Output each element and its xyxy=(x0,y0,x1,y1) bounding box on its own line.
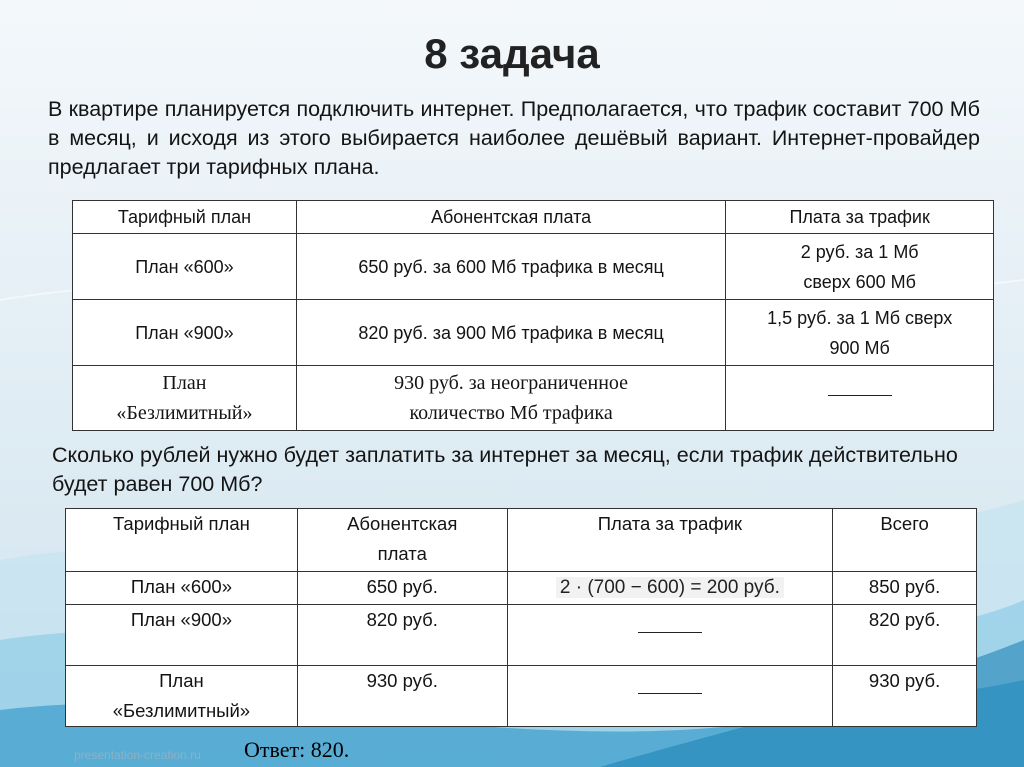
cell-plan: План «600» xyxy=(66,572,298,605)
header-fee-line-2: плата xyxy=(377,543,427,564)
cell-traffic xyxy=(507,572,833,605)
cell-fee: 930 руб. xyxy=(297,666,507,727)
header-traffic: Плата за трафик xyxy=(726,201,994,234)
table-row xyxy=(66,572,977,605)
fee-line-1: 930 руб. за неограниченное xyxy=(394,372,629,394)
problem-statement: В квартире планируется подключить интернет. Предполагается, что трафик составит 700 Мб в месяц, и исходя из этого выбирается наиболее дешёвый вариант. Интернет-провайдер предлагает три тарифных плана. xyxy=(48,97,980,179)
cell-traffic xyxy=(726,234,994,300)
header-fee-line-1: Абонентская xyxy=(347,513,458,534)
tariff-plans-table xyxy=(72,200,994,431)
cell-total: 850 руб. xyxy=(833,572,977,605)
header-traffic: Плата за трафик xyxy=(507,509,833,572)
traffic-line-1: 2 руб. за 1 Мб xyxy=(800,241,919,262)
cell-traffic xyxy=(726,366,994,431)
cell-fee xyxy=(296,366,725,431)
cell-fee: 650 руб. за 600 Мб трафика в месяц xyxy=(296,234,725,300)
slide-title: 8 задача xyxy=(424,30,600,77)
header-plan: Тарифный план xyxy=(73,201,297,234)
cell-plan: План «600» xyxy=(73,234,297,300)
cell-fee: 820 руб. за 900 Мб трафика в месяц xyxy=(296,300,725,366)
traffic-formula: 2 · (700 − 600) = 200 руб. xyxy=(556,577,784,598)
table-header-row xyxy=(66,509,977,572)
cell-traffic xyxy=(507,605,833,666)
plan-line-1: План xyxy=(162,372,207,394)
answer-text: Ответ: 820. xyxy=(244,737,350,762)
dash-placeholder xyxy=(638,620,702,633)
traffic-line-1: 1,5 руб. за 1 Мб сверх xyxy=(767,307,953,328)
traffic-line-2: сверх 600 Мб xyxy=(803,271,916,292)
cell-plan: План «900» xyxy=(66,605,298,666)
header-plan: Тарифный план xyxy=(66,509,298,572)
result-table xyxy=(65,508,977,727)
cell-total: 820 руб. xyxy=(833,605,977,666)
table-row xyxy=(66,666,977,727)
cell-traffic xyxy=(726,300,994,366)
table-row xyxy=(73,234,994,300)
plan-line-1: План xyxy=(159,670,204,691)
cell-fee: 820 руб. xyxy=(297,605,507,666)
cell-traffic xyxy=(507,666,833,727)
header-fee: Абонентская плата xyxy=(296,201,725,234)
header-fee xyxy=(297,509,507,572)
cell-fee: 650 руб. xyxy=(297,572,507,605)
plan-line-2: «Безлимитный» xyxy=(116,402,253,424)
cell-plan: План «900» xyxy=(73,300,297,366)
traffic-line-2: 900 Мб xyxy=(829,337,890,358)
dash-placeholder xyxy=(638,681,702,694)
table-row xyxy=(73,300,994,366)
table-row xyxy=(66,605,977,666)
dash-placeholder xyxy=(828,383,892,396)
watermark: presentation-creation.ru xyxy=(74,748,201,762)
cell-plan xyxy=(66,666,298,727)
table-row xyxy=(73,366,994,431)
table-header-row xyxy=(73,201,994,234)
plan-line-2: «Безлимитный» xyxy=(112,700,251,721)
question-text: Сколько рублей нужно будет заплатить за интернет за месяц, если трафик действительно будет равен 700 Мб? xyxy=(52,443,958,496)
cell-total: 930 руб. xyxy=(833,666,977,727)
fee-line-2: количество Мб трафика xyxy=(409,402,613,424)
header-total: Всего xyxy=(833,509,977,572)
cell-plan xyxy=(73,366,297,431)
